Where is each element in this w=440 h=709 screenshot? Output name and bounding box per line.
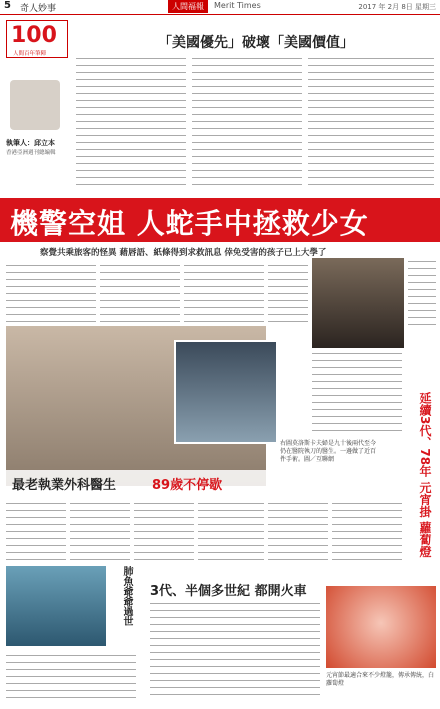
- section-title: 奇人妙事: [20, 4, 57, 14]
- doctor-headline-b: 89歲不停歇: [152, 478, 223, 493]
- flight-attendant-photo: [312, 258, 404, 348]
- column-title: 「美國優先」破壞「美國價值」: [158, 35, 354, 51]
- page-number: 5: [4, 0, 11, 11]
- lower-text-e: [268, 500, 328, 560]
- doctor-text: [312, 350, 402, 436]
- lower-text-d: [198, 500, 264, 560]
- story-text-a: [6, 262, 96, 322]
- page-header: [0, 0, 440, 15]
- lungfish-photo: [6, 566, 106, 646]
- masthead: Merit Times: [214, 1, 261, 10]
- column-text-1: [76, 55, 186, 187]
- author-photo: [10, 80, 60, 130]
- lower-text-a: [6, 500, 66, 560]
- lower-text-f: [332, 500, 402, 560]
- fish-title: 肺魚爺爺過世: [121, 566, 132, 626]
- story-text-d: [268, 262, 308, 322]
- author-name: 執筆人：邱立本: [6, 139, 55, 147]
- newspaper-logo: 人間福報: [168, 0, 208, 13]
- banner-headline: 機警空姐 人蛇手中拯救少女: [10, 207, 369, 240]
- fish-text: [6, 652, 136, 700]
- lantern-photo: [326, 586, 436, 668]
- headline-banner: [0, 198, 440, 242]
- lantern-headline: 3代、半個多世紀 都開火車: [150, 584, 307, 599]
- story-text-c: [184, 262, 264, 322]
- logo-numeral-icon: 100: [11, 23, 57, 48]
- author-role: 香港亞洲週刊總編輯: [6, 150, 56, 156]
- series-logo: [6, 20, 68, 58]
- doctor-caption: 右圖莫洛斯卡夫婦是九十後兩代至今仍在醫院執刀的醫生。一邊做了近百件手術。圖／互聯網: [280, 440, 377, 463]
- surgery-photo: [174, 340, 278, 444]
- doctor-headline-a: 最老執業外科醫生: [12, 478, 117, 493]
- sidebar-text: [408, 258, 436, 328]
- banner-subhead: 察覺共乘旅客的怪異 藉唇語、紙條得到求救訊息 倖免受害的孩子已上大學了: [40, 248, 327, 258]
- lantern-caption: 元宵節最適合來不少燈籠，傳承傳統，白蘿蔔燈: [326, 672, 435, 687]
- column-text-3: [308, 55, 434, 187]
- lantern-side-title: 延續3代、78年 元宵掛 蘿蔔燈: [418, 392, 432, 558]
- story-text-b: [100, 262, 180, 322]
- doctor-headline-bar: [6, 470, 266, 494]
- lower-text-b: [70, 500, 130, 560]
- series-logo-label: 人間百年筆陣: [13, 51, 47, 57]
- lower-text-c: [134, 500, 194, 560]
- lantern-text: [150, 600, 320, 700]
- issue-date: 2017 年 2月 8日 星期三: [358, 3, 436, 11]
- column-text-2: [192, 55, 302, 187]
